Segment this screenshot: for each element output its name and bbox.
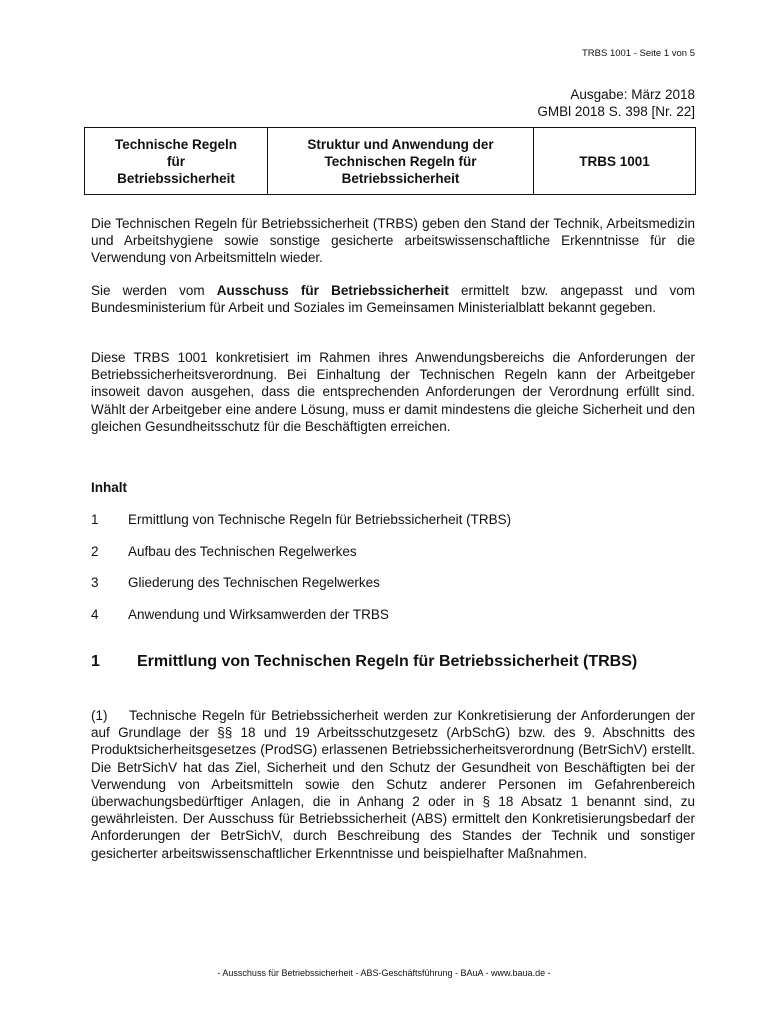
toc-item-number: 2 (91, 543, 99, 559)
text-run: ermittelt bzw. angepasst und vom Bundesministerium für Arbeit und Soziales im Gemeinsamen Ministerialblatt bekannt gegeben. (91, 283, 695, 316)
toc-item-number: 4 (91, 606, 99, 622)
committee-name: Ausschuss für Betriebssicherheit (216, 283, 449, 298)
title-cell-code: TRBS 1001 (534, 128, 696, 195)
issue-date: Ausgabe: März 2018 (570, 87, 695, 102)
section-number: 1 (91, 653, 100, 670)
toc-item (91, 606, 695, 638)
title-cell-line: Technischen Regeln für (324, 153, 477, 169)
toc-item-label: Gliederung des Technischen Regelwerkes (128, 575, 380, 590)
intro-paragraph-2 (91, 282, 695, 316)
intro-paragraph-3: Diese TRBS 1001 konkretisiert im Rahmen ihres Anwendungsbereichs die Anforderungen der Betriebssicherheitsverordnung. Bei Einhaltung der Technischen Regeln kann der Arbeitgeber insoweit davon ausgehen, dass die entsprechenden Anforderungen der Verordnung erfüllt sind. Wählt der Arbeitgeber eine andere Lösung, muss er damit mindestens die gleiche Sicherheit und den gleichen Gesundheitsschutz für die Beschäftigten erreichen. (91, 350, 695, 434)
issue-info (537, 86, 695, 120)
page-footer: - Ausschuss für Betriebssicherheit - ABS-Geschäftsführung - BAuA - www.baua.de - (217, 968, 551, 978)
toc-item-number: 1 (91, 512, 99, 527)
paragraph-number: (1) (91, 708, 108, 723)
title-cell-line: Betriebssicherheit (341, 170, 460, 186)
section-heading (91, 652, 695, 672)
page-reference: TRBS 1001 - Seite 1 von 5 (581, 48, 695, 59)
toc-heading: Inhalt (91, 480, 127, 495)
title-cell-line: Struktur und Anwendung der (307, 136, 494, 152)
paragraph-text: Technische Regeln für Betriebssicherheit werden zur Konkretisierung der Anforderungen der auf Grundlage der §§ 18 und 19 Arbeitsschutzgesetz (ArbSchG) bzw. des 9. Abschnitts des Produktsicherheitsgesetzes (ProdSG) erlassenen Betriebssicherheitsverordnung (BetrSichV) erstellt. Die BetrSichV hat das Ziel, Sicherheit und den Schutz der Gesundheit von Beschäftigten bei der Verwendung von Arbeitsmitteln sowie den Schutz anderer Personen im Gefahrenbereich überwachungsbedürftiger Anlagen, die in Anhang 2 oder in § 18 Absatz 1 benannt sind, zu gewährleisten. Der Ausschuss für Betriebssicherheit (ABS) ermittelt den Konkretisierungsbedarf der Anforderungen der BetrSichV, durch Beschreibung des Standes der Technik und sonstiger gesicherter arbeitswissenschaftlicher Erkenntnisse und beispielhafter Maßnahmen. (91, 708, 695, 861)
toc-item (91, 543, 695, 575)
text-run: Sie werden vom (91, 283, 217, 298)
title-cell-rules (85, 128, 268, 195)
title-cell-line: Technische Regeln (114, 136, 238, 152)
toc-item-label: Ermittlung von Technische Regeln für Betriebssicherheit (TRBS) (128, 512, 512, 527)
section-paragraph-1 (91, 707, 695, 862)
title-table (84, 127, 696, 195)
section-title: Ermittlung von Technischen Regeln für Betriebssicherheit (TRBS) (137, 653, 638, 670)
intro-paragraph-1: Die Technischen Regeln für Betriebssicherheit (TRBS) geben den Stand der Technik, Arbeitsmedizin und Arbeitshygiene sowie sonstige gesicherte arbeitswissenschaftliche Erkenntnisse für die Verwendung von Arbeitsmitteln wieder. (91, 216, 695, 266)
toc-item-number: 3 (91, 575, 99, 590)
title-cell-line: für (167, 153, 185, 169)
title-cell-subject (268, 128, 534, 195)
table-of-contents (91, 511, 695, 637)
toc-item (91, 511, 695, 543)
toc-item (91, 574, 695, 606)
gmbl-reference: GMBl 2018 S. 398 [Nr. 22] (537, 104, 695, 119)
title-cell-line: Betriebssicherheit (117, 170, 235, 186)
toc-item-label: Anwendung und Wirksamwerden der TRBS (128, 606, 389, 622)
toc-item-label: Aufbau des Technischen Regelwerkes (128, 543, 357, 559)
